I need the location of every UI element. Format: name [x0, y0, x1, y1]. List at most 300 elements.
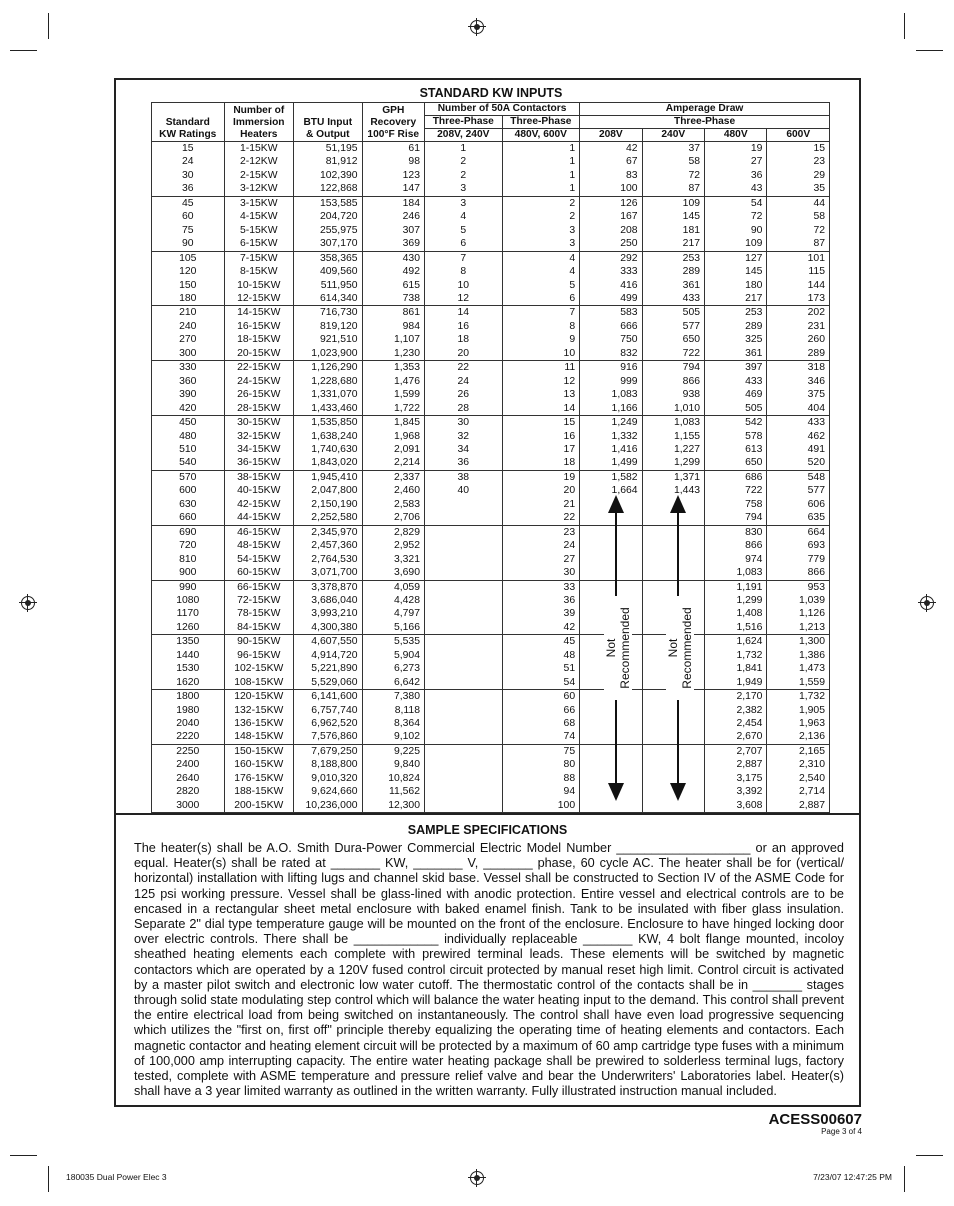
cell-btu: 5,529,060 [294, 676, 363, 690]
cell-kw-rating: 2250 [152, 744, 225, 758]
cell-amp-600: 866 [767, 566, 830, 580]
cell-kw-rating: 420 [152, 402, 225, 416]
cell-heaters: 72-15KW [224, 594, 294, 607]
cell-btu: 3,378,870 [294, 580, 363, 594]
cell-kw-rating: 36 [152, 182, 225, 196]
cell-heaters: 2-12KW [224, 155, 294, 168]
cell-amp-600: 1,213 [767, 621, 830, 635]
cell-contactors-208-240: 32 [424, 430, 502, 443]
cell-kw-rating: 690 [152, 525, 225, 539]
cell-contactors-208-240: 18 [424, 333, 502, 346]
cell-heaters: 66-15KW [224, 580, 294, 594]
cell-kw-rating: 210 [152, 306, 225, 320]
cell-contactors-480-600: 24 [502, 539, 580, 552]
cell-contactors-208-240: 38 [424, 470, 502, 484]
cell-contactors-208-240: 4 [424, 210, 502, 223]
cell-btu: 102,390 [294, 169, 363, 182]
cell-kw-rating: 1530 [152, 662, 225, 675]
cell-amp-600: 404 [767, 402, 830, 416]
cell-heaters: 24-15KW [224, 375, 294, 388]
cell-heaters: 200-15KW [224, 799, 294, 813]
cell-contactors-208-240: 10 [424, 279, 502, 292]
cell-contactors-480-600: 75 [502, 744, 580, 758]
cell-contactors-208-240 [424, 498, 502, 511]
cell-amp-600: 664 [767, 525, 830, 539]
cell-amp-600: 35 [767, 182, 830, 196]
cell-btu: 1,126,290 [294, 361, 363, 375]
cell-heaters: 7-15KW [224, 251, 294, 265]
table-body [152, 142, 830, 813]
registration-mark-bottom [470, 1171, 484, 1185]
cell-kw-rating: 1620 [152, 676, 225, 690]
cell-btu: 2,764,530 [294, 553, 363, 566]
table-row [152, 744, 830, 758]
cell-amp-240: 1,443 [642, 484, 704, 497]
cell-amp-600: 144 [767, 279, 830, 292]
cell-heaters: 90-15KW [224, 635, 294, 649]
cell-btu: 409,560 [294, 265, 363, 278]
table-row [152, 580, 830, 594]
cell-gph: 4,797 [362, 607, 424, 620]
table-row [152, 470, 830, 484]
cell-amp-600: 1,559 [767, 676, 830, 690]
cell-contactors-480-600: 51 [502, 662, 580, 675]
cell-contactors-480-600: 48 [502, 649, 580, 662]
cell-gph: 1,599 [362, 388, 424, 401]
cell-amp-208: 126 [580, 196, 642, 210]
header-contactors-volt-a: 208V, 240V [424, 129, 502, 142]
cell-amp-600: 231 [767, 320, 830, 333]
cell-btu: 819,120 [294, 320, 363, 333]
cell-heaters: 8-15KW [224, 265, 294, 278]
cell-contactors-480-600: 21 [502, 498, 580, 511]
cell-btu: 204,720 [294, 210, 363, 223]
cell-btu: 2,252,580 [294, 511, 363, 525]
cell-kw-rating: 2640 [152, 772, 225, 785]
crop-mark-top-right-h [916, 50, 943, 51]
cell-contactors-480-600: 60 [502, 690, 580, 704]
cell-amp-600: 58 [767, 210, 830, 223]
cell-kw-rating: 720 [152, 539, 225, 552]
cell-amp-600: 173 [767, 292, 830, 306]
table-row [152, 279, 830, 292]
cell-heaters: 10-15KW [224, 279, 294, 292]
table-row [152, 704, 830, 717]
cell-contactors-208-240 [424, 553, 502, 566]
cell-amp-240: 866 [642, 375, 704, 388]
cell-kw-rating: 360 [152, 375, 225, 388]
cell-contactors-480-600: 100 [502, 799, 580, 813]
cell-amp-240: 1,083 [642, 416, 704, 430]
not-recommended-240-indicator [663, 495, 693, 801]
cell-kw-rating: 1170 [152, 607, 225, 620]
cell-contactors-480-600: 18 [502, 456, 580, 470]
cell-amp-600: 29 [767, 169, 830, 182]
crop-mark-bottom-right-h [916, 1155, 943, 1156]
cell-btu: 1,843,020 [294, 456, 363, 470]
cell-contactors-480-600: 17 [502, 443, 580, 456]
cell-amp-600: 491 [767, 443, 830, 456]
cell-contactors-480-600: 8 [502, 320, 580, 333]
cell-btu: 4,607,550 [294, 635, 363, 649]
cell-gph: 5,904 [362, 649, 424, 662]
cell-contactors-208-240: 20 [424, 347, 502, 361]
cell-kw-rating: 1440 [152, 649, 225, 662]
cell-contactors-208-240 [424, 525, 502, 539]
cell-amp-480: 830 [705, 525, 767, 539]
header-contactors-phase-a: Three-Phase [424, 116, 502, 129]
cell-amp-600: 44 [767, 196, 830, 210]
table-row [152, 662, 830, 675]
table-row [152, 333, 830, 346]
cell-btu: 2,345,970 [294, 525, 363, 539]
cell-contactors-208-240: 24 [424, 375, 502, 388]
cell-contactors-208-240 [424, 704, 502, 717]
cell-heaters: 1-15KW [224, 142, 294, 156]
cell-heaters: 3-15KW [224, 196, 294, 210]
cell-contactors-480-600: 6 [502, 292, 580, 306]
cell-heaters: 40-15KW [224, 484, 294, 497]
cell-amp-480: 722 [705, 484, 767, 497]
cell-amp-600: 520 [767, 456, 830, 470]
cell-amp-240: 181 [642, 224, 704, 237]
table-row [152, 758, 830, 771]
cell-amp-208: 499 [580, 292, 642, 306]
cell-kw-rating: 180 [152, 292, 225, 306]
not-recommended-label: Not Recommended [604, 596, 632, 700]
table-row [152, 210, 830, 223]
cell-kw-rating: 390 [152, 388, 225, 401]
cell-amp-480: 217 [705, 292, 767, 306]
specifications-body: The heater(s) shall be A.O. Smith Dura-Power Commercial Electric Model Number ___________________ or an approved equal. Heater(s) shall be rated at _______ KW, _______ V, _______ phase, 60 cycle AC. The heater shall be for (vertical/ horizontal) installation with lifting lugs and channel skid base. Vessel shall be constructed to Section IV of the ASME Code for 125 psi working pressure. Vessel shall be glass-lined with anodic protection. Entire vessel and electrical controls are to be encased in a rectangular sheet metal enclosure with baked enamel finish. Tank to be insulated with fiber glass insulation. Separate 2" dial type temperature gauge will be mounted on the front of the enclosure. Enclosure to have hinged locking door over electric controls. There shall be ____________ individually replaceable _______ KW, 4 bolt flange mounted, incoloy sheathed heating elements each complete with prewired terminal leads. These elements will be switched by magnetic contactors which are operated by a 120V fused control circuit protected by manual reset high limit. Control circuit is activated by a master pilot switch and electronic low water cutoff. The thermostatic control of the contacts shall be in _______ stages through solid state modulating step control which will balance the water heating input to the demand. This control shall prevent the entire electrical load from being switched on instantaneously. The control shall have even load progressive sequencing which utilizes the "first on, first off" principle thereby equalizing the operating time of heating elements and contactors. Each magnetic contactor and heating element circuit will be protected by a maximum of 60 amp cartridge type fuses with a minimum of 100,000 amp interrupting capacity. The entire water heating package shall be prewired to solderless terminal lugs, factory tested, complete with ASME temperature and pressure relief valve and bear the Underwriters' Laboratories label. Heater(s) shall have a 3 year limited warranty as outlined in the written warranty. Fully illustrated instruction manual included. [134, 841, 844, 1099]
cell-amp-240: 1,010 [642, 402, 704, 416]
cell-amp-480: 3,175 [705, 772, 767, 785]
cell-amp-600: 693 [767, 539, 830, 552]
cell-heaters: 96-15KW [224, 649, 294, 662]
cell-heaters: 44-15KW [224, 511, 294, 525]
cell-kw-rating: 2220 [152, 730, 225, 744]
table-row [152, 292, 830, 306]
cell-amp-480: 90 [705, 224, 767, 237]
cell-gph: 5,166 [362, 621, 424, 635]
cell-contactors-208-240 [424, 580, 502, 594]
table-row [152, 224, 830, 237]
cell-kw-rating: 1980 [152, 704, 225, 717]
cell-heaters: 136-15KW [224, 717, 294, 730]
registration-mark-left [21, 596, 35, 610]
cell-kw-rating: 24 [152, 155, 225, 168]
cell-amp-240: 361 [642, 279, 704, 292]
cell-gph: 61 [362, 142, 424, 156]
cell-gph: 3,321 [362, 553, 424, 566]
cell-gph: 8,118 [362, 704, 424, 717]
cell-kw-rating: 810 [152, 553, 225, 566]
cell-gph: 11,562 [362, 785, 424, 798]
cell-amp-600: 346 [767, 375, 830, 388]
cell-amp-480: 1,841 [705, 662, 767, 675]
cell-gph: 4,428 [362, 594, 424, 607]
cell-kw-rating: 150 [152, 279, 225, 292]
crop-mark-bottom-left-h [10, 1155, 37, 1156]
registration-mark-right [920, 596, 934, 610]
cell-heaters: 28-15KW [224, 402, 294, 416]
arrow-down-icon [670, 783, 686, 801]
table-row [152, 676, 830, 690]
cell-gph: 861 [362, 306, 424, 320]
table-row [152, 169, 830, 182]
cell-amp-240: 1,155 [642, 430, 704, 443]
cell-contactors-208-240: 28 [424, 402, 502, 416]
cell-contactors-208-240: 3 [424, 182, 502, 196]
cell-kw-rating: 2040 [152, 717, 225, 730]
cell-amp-240: 1,299 [642, 456, 704, 470]
cell-amp-208: 167 [580, 210, 642, 223]
cell-gph: 3,690 [362, 566, 424, 580]
cell-btu: 307,170 [294, 237, 363, 251]
cell-gph: 369 [362, 237, 424, 251]
cell-gph: 4,059 [362, 580, 424, 594]
cell-kw-rating: 540 [152, 456, 225, 470]
cell-contactors-208-240: 30 [424, 416, 502, 430]
cell-contactors-208-240 [424, 566, 502, 580]
table-row [152, 320, 830, 333]
cell-gph: 2,583 [362, 498, 424, 511]
cell-contactors-480-600: 30 [502, 566, 580, 580]
cell-heaters: 3-12KW [224, 182, 294, 196]
cell-btu: 4,914,720 [294, 649, 363, 662]
standard-kw-inputs-table [151, 102, 830, 813]
cell-gph: 6,642 [362, 676, 424, 690]
cell-amp-480: 469 [705, 388, 767, 401]
document-code: ACESS00607 [768, 1111, 862, 1128]
table-row [152, 690, 830, 704]
cell-contactors-208-240 [424, 690, 502, 704]
cell-contactors-480-600: 54 [502, 676, 580, 690]
cell-gph: 2,829 [362, 525, 424, 539]
table-row [152, 251, 830, 265]
cell-amp-240: 253 [642, 251, 704, 265]
cell-contactors-480-600: 39 [502, 607, 580, 620]
cell-amp-480: 127 [705, 251, 767, 265]
cell-amp-480: 2,170 [705, 690, 767, 704]
header-amp-208: 208V [580, 129, 642, 142]
cell-amp-240: 58 [642, 155, 704, 168]
cell-amp-480: 974 [705, 553, 767, 566]
cell-contactors-208-240: 14 [424, 306, 502, 320]
cell-heaters: 34-15KW [224, 443, 294, 456]
header-contactors-group: Number of 50A Contactors [424, 103, 579, 116]
cell-amp-208: 1,416 [580, 443, 642, 456]
table-row [152, 635, 830, 649]
cell-amp-208: 832 [580, 347, 642, 361]
header-btu: BTU Input & Output [294, 103, 363, 142]
cell-amp-208: 1,582 [580, 470, 642, 484]
cell-kw-rating: 1080 [152, 594, 225, 607]
cell-amp-208: 42 [580, 142, 642, 156]
cell-amp-480: 1,624 [705, 635, 767, 649]
cell-amp-480: 613 [705, 443, 767, 456]
cell-gph: 1,107 [362, 333, 424, 346]
cell-contactors-208-240 [424, 717, 502, 730]
header-amp-480: 480V [705, 129, 767, 142]
cell-amp-600: 635 [767, 511, 830, 525]
table-row [152, 566, 830, 580]
cell-heaters: 16-15KW [224, 320, 294, 333]
cell-btu: 716,730 [294, 306, 363, 320]
cell-amp-240: 217 [642, 237, 704, 251]
table-row [152, 456, 830, 470]
cell-contactors-480-600: 80 [502, 758, 580, 771]
cell-heaters: 22-15KW [224, 361, 294, 375]
cell-amp-208: 583 [580, 306, 642, 320]
cell-amp-480: 1,299 [705, 594, 767, 607]
cell-contactors-208-240 [424, 744, 502, 758]
specifications-title: SAMPLE SPECIFICATIONS [407, 823, 568, 837]
cell-gph: 10,824 [362, 772, 424, 785]
cell-contactors-208-240 [424, 799, 502, 813]
cell-contactors-480-600: 3 [502, 224, 580, 237]
cell-amp-480: 542 [705, 416, 767, 430]
table-row [152, 594, 830, 607]
cell-kw-rating: 1260 [152, 621, 225, 635]
table-row [152, 539, 830, 552]
cell-kw-rating: 900 [152, 566, 225, 580]
cell-contactors-208-240 [424, 594, 502, 607]
cell-amp-480: 2,887 [705, 758, 767, 771]
cell-btu: 2,457,360 [294, 539, 363, 552]
cell-heaters: 30-15KW [224, 416, 294, 430]
cell-amp-480: 109 [705, 237, 767, 251]
header-amperage-phase: Three-Phase [580, 116, 830, 129]
cell-amp-600: 23 [767, 155, 830, 168]
cell-btu: 1,023,900 [294, 347, 363, 361]
cell-amp-480: 2,454 [705, 717, 767, 730]
cell-amp-208: 916 [580, 361, 642, 375]
page-number: Page 3 of 4 [821, 1127, 862, 1136]
cell-amp-600: 318 [767, 361, 830, 375]
cell-amp-240: 1,227 [642, 443, 704, 456]
cell-btu: 7,576,860 [294, 730, 363, 744]
table-row [152, 785, 830, 798]
cell-heaters: 42-15KW [224, 498, 294, 511]
table-row [152, 402, 830, 416]
cell-contactors-480-600: 3 [502, 237, 580, 251]
cell-amp-240: 722 [642, 347, 704, 361]
table-row [152, 717, 830, 730]
cell-amp-208: 999 [580, 375, 642, 388]
cell-contactors-208-240: 8 [424, 265, 502, 278]
cell-kw-rating: 330 [152, 361, 225, 375]
cell-kw-rating: 1350 [152, 635, 225, 649]
cell-contactors-480-600: 11 [502, 361, 580, 375]
cell-btu: 3,686,040 [294, 594, 363, 607]
cell-contactors-480-600: 7 [502, 306, 580, 320]
cell-amp-600: 606 [767, 498, 830, 511]
cell-contactors-208-240: 34 [424, 443, 502, 456]
cell-heaters: 46-15KW [224, 525, 294, 539]
cell-contactors-208-240 [424, 662, 502, 675]
cell-btu: 2,047,800 [294, 484, 363, 497]
header-amp-240: 240V [642, 129, 704, 142]
cell-amp-480: 866 [705, 539, 767, 552]
table-row [152, 430, 830, 443]
cell-gph: 6,273 [362, 662, 424, 675]
cell-heaters: 54-15KW [224, 553, 294, 566]
table-row [152, 511, 830, 525]
cell-heaters: 120-15KW [224, 690, 294, 704]
cell-heaters: 12-15KW [224, 292, 294, 306]
cell-btu: 921,510 [294, 333, 363, 346]
cell-amp-600: 433 [767, 416, 830, 430]
cell-btu: 9,010,320 [294, 772, 363, 785]
cell-amp-208: 250 [580, 237, 642, 251]
cell-amp-480: 1,408 [705, 607, 767, 620]
cell-amp-480: 19 [705, 142, 767, 156]
cell-amp-480: 27 [705, 155, 767, 168]
cell-contactors-480-600: 10 [502, 347, 580, 361]
table-row [152, 484, 830, 497]
cell-amp-208: 1,083 [580, 388, 642, 401]
cell-gph: 615 [362, 279, 424, 292]
cell-amp-600: 779 [767, 553, 830, 566]
cell-contactors-480-600: 4 [502, 251, 580, 265]
cell-contactors-480-600: 33 [502, 580, 580, 594]
cell-heaters: 6-15KW [224, 237, 294, 251]
cell-amp-600: 202 [767, 306, 830, 320]
cell-kw-rating: 510 [152, 443, 225, 456]
cell-amp-480: 650 [705, 456, 767, 470]
cell-amp-600: 72 [767, 224, 830, 237]
cell-heaters: 160-15KW [224, 758, 294, 771]
cell-kw-rating: 45 [152, 196, 225, 210]
cell-gph: 1,353 [362, 361, 424, 375]
cell-btu: 1,638,240 [294, 430, 363, 443]
crop-mark-top-left-h [10, 50, 37, 51]
cell-btu: 10,236,000 [294, 799, 363, 813]
cell-contactors-480-600: 2 [502, 210, 580, 223]
cell-heaters: 108-15KW [224, 676, 294, 690]
table-row [152, 182, 830, 196]
table-row [152, 730, 830, 744]
cell-contactors-208-240: 1 [424, 142, 502, 156]
cell-btu: 153,585 [294, 196, 363, 210]
cell-amp-480: 2,707 [705, 744, 767, 758]
cell-amp-600: 260 [767, 333, 830, 346]
cell-contactors-208-240: 12 [424, 292, 502, 306]
cell-amp-600: 101 [767, 251, 830, 265]
table-row [152, 388, 830, 401]
cell-heaters: 36-15KW [224, 456, 294, 470]
cell-contactors-208-240: 26 [424, 388, 502, 401]
cell-contactors-480-600: 13 [502, 388, 580, 401]
cell-heaters: 78-15KW [224, 607, 294, 620]
cell-btu: 2,150,190 [294, 498, 363, 511]
cell-heaters: 18-15KW [224, 333, 294, 346]
cell-gph: 2,091 [362, 443, 424, 456]
cell-amp-480: 1,083 [705, 566, 767, 580]
cell-amp-480: 1,732 [705, 649, 767, 662]
cell-btu: 1,945,410 [294, 470, 363, 484]
cell-gph: 2,706 [362, 511, 424, 525]
cell-amp-208: 83 [580, 169, 642, 182]
cell-btu: 1,228,680 [294, 375, 363, 388]
cell-gph: 98 [362, 155, 424, 168]
cell-gph: 738 [362, 292, 424, 306]
cell-amp-208: 100 [580, 182, 642, 196]
cell-gph: 1,722 [362, 402, 424, 416]
table-row [152, 361, 830, 375]
cell-contactors-208-240 [424, 785, 502, 798]
